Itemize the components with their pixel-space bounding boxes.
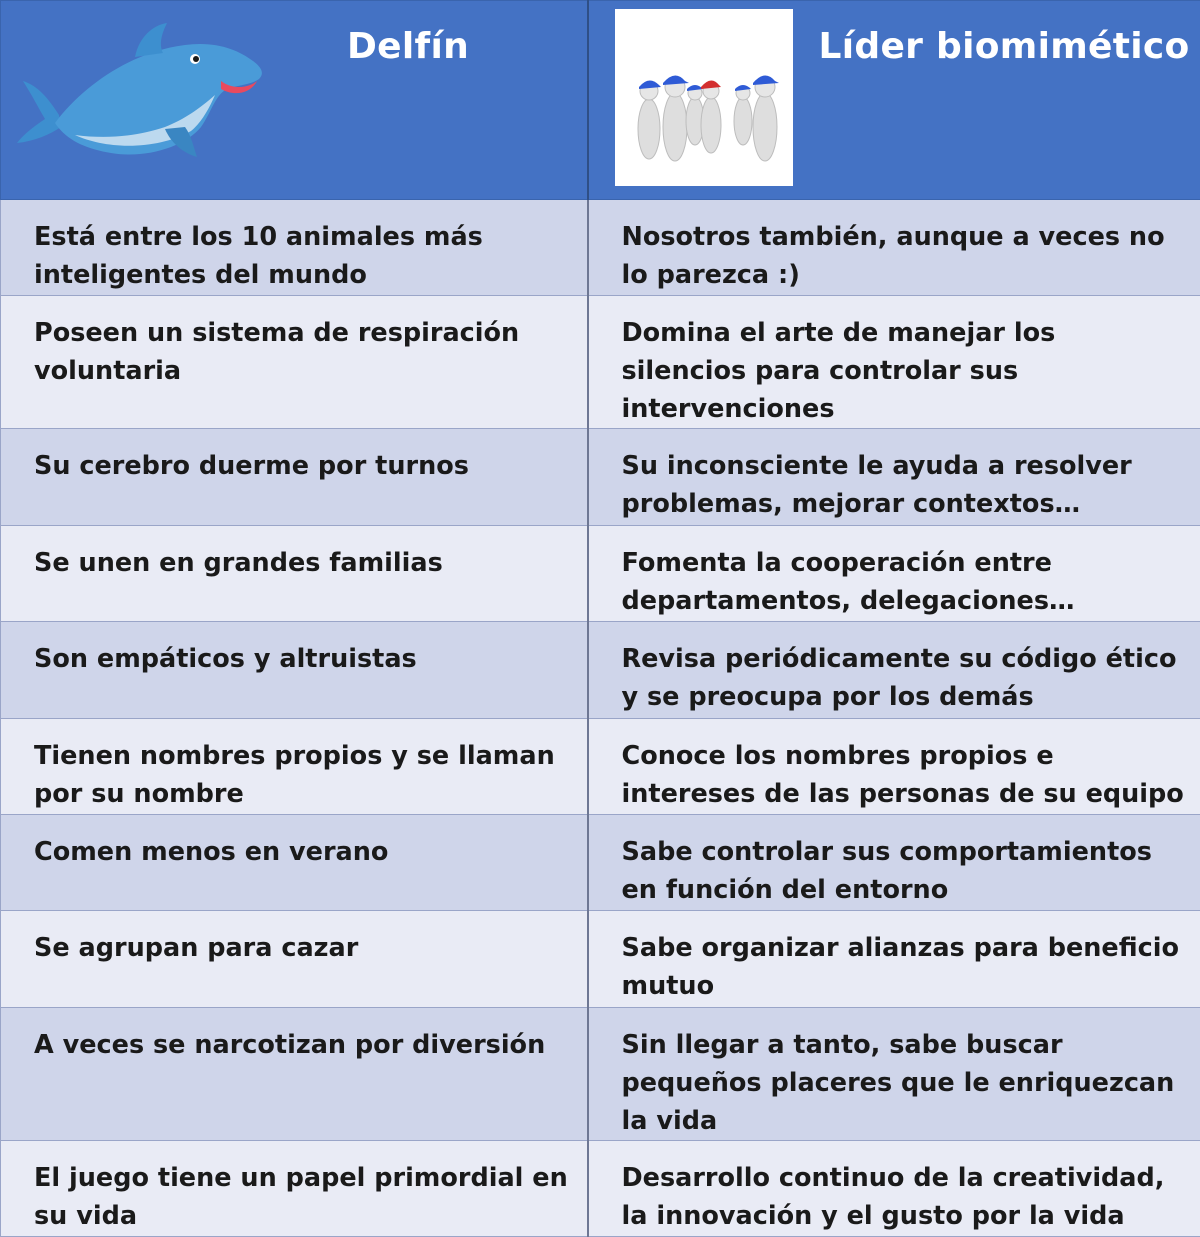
dolphin-fact-cell: Se agrupan para cazar (1, 911, 588, 1007)
dolphin-fact-cell: Su cerebro duerme por turnos (1, 429, 588, 525)
table-row (1, 814, 1200, 910)
header-title-leader: Líder biomimético (819, 23, 1190, 71)
dolphin-icon (15, 23, 265, 173)
leader-trait-cell: Sabe organizar alianzas para beneficio mutuo (588, 911, 1200, 1007)
leader-trait-cell: Revisa periódicamente su código ético y se preocupa por los demás (588, 622, 1200, 718)
dolphin-fact-cell: Poseen un sistema de respiración voluntaria (1, 296, 588, 429)
header-title-dolphin: Delfín (347, 23, 469, 71)
header-cell-leader (588, 1, 1200, 200)
leader-trait-cell: Domina el arte de manejar los silencios para controlar sus intervenciones (588, 296, 1200, 429)
table-row (1, 718, 1200, 814)
dolphin-fact-cell: El juego tiene un papel primordial en su vida (1, 1140, 588, 1236)
table-row (1, 911, 1200, 1007)
table-row (1, 1007, 1200, 1140)
team-figures-illustration (615, 9, 793, 186)
table-row (1, 525, 1200, 621)
table-row (1, 200, 1200, 296)
table-row (1, 622, 1200, 718)
leader-trait-cell: Sin llegar a tanto, sabe buscar pequeños placeres que le enriquezcan la vida (588, 1007, 1200, 1140)
dolphin-fact-cell: Son empáticos y altruistas (1, 622, 588, 718)
dolphin-fact-cell: A veces se narcotizan por diversión (1, 1007, 588, 1140)
header-row (1, 1, 1200, 200)
table-row (1, 1140, 1200, 1236)
leader-trait-cell: Fomenta la cooperación entre departamentos, delegaciones… (588, 525, 1200, 621)
dolphin-fact-cell: Está entre los 10 animales más inteligentes del mundo (1, 200, 588, 296)
dolphin-fact-cell: Tienen nombres propios y se llaman por su nombre (1, 718, 588, 814)
leader-trait-cell: Conoce los nombres propios e intereses de las personas de su equipo (588, 718, 1200, 814)
leader-trait-cell: Sabe controlar sus comportamientos en función del entorno (588, 814, 1200, 910)
leader-trait-cell: Desarrollo continuo de la creatividad, la innovación y el gusto por la vida (588, 1140, 1200, 1236)
leader-trait-cell: Su inconsciente le ayuda a resolver problemas, mejorar contextos… (588, 429, 1200, 525)
leader-trait-cell: Nosotros también, aunque a veces no lo parezca :) (588, 200, 1200, 296)
dolphin-illustration (15, 23, 265, 173)
table-row (1, 296, 1200, 429)
dolphin-fact-cell: Comen menos en verano (1, 814, 588, 910)
header-cell-dolphin (1, 1, 588, 200)
team-figures-icon (615, 9, 793, 186)
table-row (1, 429, 1200, 525)
dolphin-fact-cell: Se unen en grandes familias (1, 525, 588, 621)
